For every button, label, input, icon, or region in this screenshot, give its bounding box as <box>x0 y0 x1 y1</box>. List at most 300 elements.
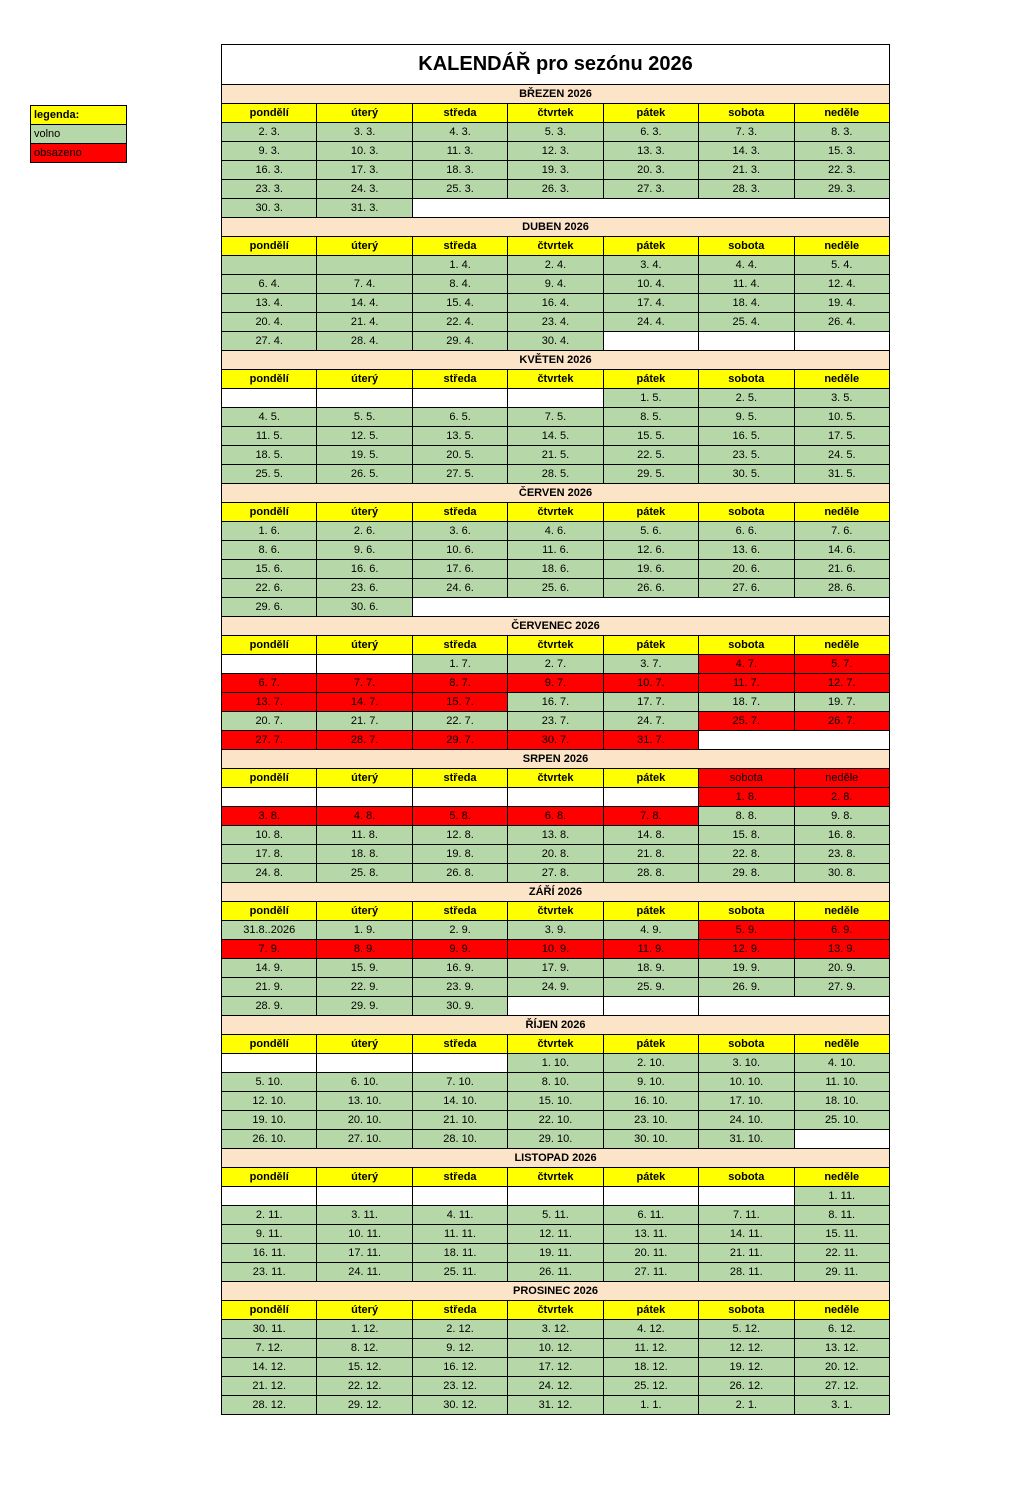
weekday-header: sobota <box>699 370 794 389</box>
day-cell: 16. 11. <box>222 1244 317 1263</box>
month-header: ZÁŘÍ 2026 <box>222 883 890 902</box>
week-row <box>222 731 890 750</box>
empty-cell <box>699 997 890 1016</box>
day-cell: 2. 4. <box>508 256 603 275</box>
weekday-header: středa <box>412 503 507 522</box>
weekday-header: úterý <box>317 104 412 123</box>
weekday-header: úterý <box>317 503 412 522</box>
day-cell: 4. 12. <box>603 1320 698 1339</box>
day-cell: 7. 12. <box>222 1339 317 1358</box>
day-cell: 26. 5. <box>317 465 412 484</box>
day-cell: 17. 8. <box>222 845 317 864</box>
empty-cell <box>699 731 890 750</box>
day-cell: 25. 8. <box>317 864 412 883</box>
day-cell: 27. 12. <box>794 1377 889 1396</box>
day-cell: 21. 4. <box>317 313 412 332</box>
day-cell: 12. 10. <box>222 1092 317 1111</box>
day-cell: 29. 3. <box>794 180 889 199</box>
day-cell: 18. 7. <box>699 693 794 712</box>
day-cell: 6. 8. <box>508 807 603 826</box>
day-cell: 2. 5. <box>699 389 794 408</box>
day-cell: 26. 7. <box>794 712 889 731</box>
day-cell: 31. 10. <box>699 1130 794 1149</box>
day-cell: 20. 10. <box>317 1111 412 1130</box>
day-cell: 9. 9. <box>412 940 507 959</box>
day-cell: 7. 10. <box>412 1073 507 1092</box>
weekday-header: úterý <box>317 902 412 921</box>
day-cell: 5. 7. <box>794 655 889 674</box>
day-cell: 16. 5. <box>699 427 794 446</box>
day-cell: 25. 3. <box>412 180 507 199</box>
day-cell: 8. 6. <box>222 541 317 560</box>
weekday-header: středa <box>412 769 507 788</box>
day-cell: 28. 12. <box>222 1396 317 1415</box>
weekday-header: pátek <box>603 636 698 655</box>
day-cell: 2. 3. <box>222 123 317 142</box>
week-row <box>222 1073 890 1092</box>
day-cell: 19. 11. <box>508 1244 603 1263</box>
day-cell: 7. 7. <box>317 674 412 693</box>
week-row <box>222 598 890 617</box>
day-cell: 21. 7. <box>317 712 412 731</box>
week-row <box>222 275 890 294</box>
day-cell: 27. 11. <box>603 1263 698 1282</box>
weekday-header: pondělí <box>222 237 317 256</box>
day-cell: 7. 5. <box>508 408 603 427</box>
day-cell: 11. 3. <box>412 142 507 161</box>
day-cell: 22. 6. <box>222 579 317 598</box>
day-cell: 1. 4. <box>412 256 507 275</box>
day-cell: 5. 8. <box>412 807 507 826</box>
weekday-header: čtvrtek <box>508 237 603 256</box>
day-cell: 4. 4. <box>699 256 794 275</box>
day-cell: 9. 10. <box>603 1073 698 1092</box>
week-row <box>222 579 890 598</box>
day-cell: 23. 10. <box>603 1111 698 1130</box>
day-cell: 7. 4. <box>317 275 412 294</box>
day-cell: 7. 3. <box>699 123 794 142</box>
month-header: ČERVEN 2026 <box>222 484 890 503</box>
day-cell: 3. 6. <box>412 522 507 541</box>
day-cell: 1. 7. <box>412 655 507 674</box>
empty-cell <box>222 655 317 674</box>
empty-cell <box>412 1054 507 1073</box>
day-cell: 27. 9. <box>794 978 889 997</box>
day-cell: 30. 8. <box>794 864 889 883</box>
day-cell: 12. 11. <box>508 1225 603 1244</box>
weekday-header: sobota <box>699 1301 794 1320</box>
day-cell: 22. 8. <box>699 845 794 864</box>
weekday-header: pátek <box>603 503 698 522</box>
week-row <box>222 940 890 959</box>
day-cell: 23. 7. <box>508 712 603 731</box>
day-cell: 5. 11. <box>508 1206 603 1225</box>
day-cell: 12. 7. <box>794 674 889 693</box>
day-cell: 30. 5. <box>699 465 794 484</box>
weekday-header: neděle <box>794 237 889 256</box>
week-row <box>222 1111 890 1130</box>
day-cell: 18. 4. <box>699 294 794 313</box>
page-title: KALENDÁŘ pro sezónu 2026 <box>222 45 890 85</box>
week-row <box>222 465 890 484</box>
day-cell: 5. 9. <box>699 921 794 940</box>
day-cell: 25. 9. <box>603 978 698 997</box>
empty-cell <box>222 788 317 807</box>
week-row <box>222 1358 890 1377</box>
day-cell: 29. 7. <box>412 731 507 750</box>
day-cell: 5. 3. <box>508 123 603 142</box>
day-cell: 13. 11. <box>603 1225 698 1244</box>
day-cell: 4. 11. <box>412 1206 507 1225</box>
day-cell: 18. 9. <box>603 959 698 978</box>
day-cell: 1. 1. <box>603 1396 698 1415</box>
day-cell: 13. 4. <box>222 294 317 313</box>
day-cell: 20. 9. <box>794 959 889 978</box>
day-cell: 19. 12. <box>699 1358 794 1377</box>
day-cell: 20. 4. <box>222 313 317 332</box>
week-row <box>222 978 890 997</box>
day-cell: 29. 4. <box>412 332 507 351</box>
day-cell: 6. 5. <box>412 408 507 427</box>
day-cell: 11. 5. <box>222 427 317 446</box>
empty-cell <box>794 332 889 351</box>
day-cell: 14. 5. <box>508 427 603 446</box>
week-row <box>222 541 890 560</box>
day-cell: 6. 3. <box>603 123 698 142</box>
day-cell: 29. 5. <box>603 465 698 484</box>
weekday-header: středa <box>412 1035 507 1054</box>
day-cell: 10. 4. <box>603 275 698 294</box>
day-cell: 26. 3. <box>508 180 603 199</box>
week-row <box>222 1320 890 1339</box>
day-cell: 23. 6. <box>317 579 412 598</box>
day-cell: 21. 10. <box>412 1111 507 1130</box>
week-row <box>222 1206 890 1225</box>
day-cell: 20. 3. <box>603 161 698 180</box>
day-cell: 10. 8. <box>222 826 317 845</box>
day-cell: 14. 9. <box>222 959 317 978</box>
day-cell: 30. 11. <box>222 1320 317 1339</box>
day-cell: 26. 6. <box>603 579 698 598</box>
day-cell: 6. 7. <box>222 674 317 693</box>
empty-cell <box>317 389 412 408</box>
day-cell: 12. 12. <box>699 1339 794 1358</box>
weekday-header: neděle <box>794 503 889 522</box>
day-cell: 10. 7. <box>603 674 698 693</box>
day-cell: 15. 4. <box>412 294 507 313</box>
day-cell: 3. 3. <box>317 123 412 142</box>
empty-cell <box>412 598 889 617</box>
day-cell: 20. 8. <box>508 845 603 864</box>
day-cell: 8. 4. <box>412 275 507 294</box>
day-cell: 25. 5. <box>222 465 317 484</box>
weekday-header: pondělí <box>222 902 317 921</box>
day-cell: 23. 8. <box>794 845 889 864</box>
day-cell: 29. 6. <box>222 598 317 617</box>
day-cell: 21. 8. <box>603 845 698 864</box>
weekday-header: středa <box>412 370 507 389</box>
day-cell: 8. 12. <box>317 1339 412 1358</box>
day-cell: 21. 6. <box>794 560 889 579</box>
weekday-header: úterý <box>317 769 412 788</box>
week-row <box>222 389 890 408</box>
week-row <box>222 788 890 807</box>
day-cell: 29. 10. <box>508 1130 603 1149</box>
day-cell: 6. 10. <box>317 1073 412 1092</box>
day-cell: 9. 3. <box>222 142 317 161</box>
legend-item-volno: volno <box>31 125 127 144</box>
week-row <box>222 1187 890 1206</box>
weekday-header: pátek <box>603 769 698 788</box>
weekday-header: čtvrtek <box>508 1301 603 1320</box>
month-header: SRPEN 2026 <box>222 750 890 769</box>
day-cell: 22. 10. <box>508 1111 603 1130</box>
day-cell: 1. 5. <box>603 389 698 408</box>
day-cell: 22. 9. <box>317 978 412 997</box>
week-row <box>222 560 890 579</box>
week-row <box>222 313 890 332</box>
week-row <box>222 180 890 199</box>
day-cell: 11. 10. <box>794 1073 889 1092</box>
weekday-header: středa <box>412 1168 507 1187</box>
day-cell: 1. 6. <box>222 522 317 541</box>
day-cell: 14. 8. <box>603 826 698 845</box>
day-cell: 14. 11. <box>699 1225 794 1244</box>
weekday-header: čtvrtek <box>508 104 603 123</box>
day-cell: 2. 8. <box>794 788 889 807</box>
day-cell: 31.8..2026 <box>222 921 317 940</box>
day-cell: 24. 11. <box>317 1263 412 1282</box>
day-cell: 2. 12. <box>412 1320 507 1339</box>
legend <box>30 105 127 163</box>
day-cell: 26. 12. <box>699 1377 794 1396</box>
day-cell: 23. 12. <box>412 1377 507 1396</box>
day-cell: 3. 5. <box>794 389 889 408</box>
day-cell: 11. 9. <box>603 940 698 959</box>
day-cell: 1. 9. <box>317 921 412 940</box>
week-row <box>222 693 890 712</box>
day-cell: 24. 5. <box>794 446 889 465</box>
day-cell: 4. 9. <box>603 921 698 940</box>
day-cell: 4. 8. <box>317 807 412 826</box>
day-cell: 22. 11. <box>794 1244 889 1263</box>
day-cell: 8. 11. <box>794 1206 889 1225</box>
day-cell: 31. 7. <box>603 731 698 750</box>
day-cell: 24. 3. <box>317 180 412 199</box>
weekday-header: pondělí <box>222 1035 317 1054</box>
day-cell: 12. 6. <box>603 541 698 560</box>
empty-cell <box>222 1187 317 1206</box>
day-cell: 21. 5. <box>508 446 603 465</box>
weekday-header: pondělí <box>222 1301 317 1320</box>
day-cell: 24. 12. <box>508 1377 603 1396</box>
day-cell: 1. 11. <box>794 1187 889 1206</box>
empty-cell <box>794 1130 889 1149</box>
week-row <box>222 1092 890 1111</box>
month-header: BŘEZEN 2026 <box>222 85 890 104</box>
day-cell: 27. 10. <box>317 1130 412 1149</box>
week-row <box>222 1054 890 1073</box>
day-cell: 14. 10. <box>412 1092 507 1111</box>
day-cell: 9. 6. <box>317 541 412 560</box>
day-cell: 13. 7. <box>222 693 317 712</box>
day-cell: 26. 10. <box>222 1130 317 1149</box>
day-cell: 7. 8. <box>603 807 698 826</box>
week-row <box>222 1263 890 1282</box>
day-cell: 2. 6. <box>317 522 412 541</box>
day-cell: 18. 8. <box>317 845 412 864</box>
day-cell: 27. 5. <box>412 465 507 484</box>
day-cell: 16. 8. <box>794 826 889 845</box>
day-cell: 22. 5. <box>603 446 698 465</box>
empty-cell <box>412 199 889 218</box>
day-cell: 10. 6. <box>412 541 507 560</box>
day-cell: 1. 10. <box>508 1054 603 1073</box>
day-cell: 28. 4. <box>317 332 412 351</box>
weekday-header: středa <box>412 104 507 123</box>
day-cell: 25. 7. <box>699 712 794 731</box>
day-cell: 11. 12. <box>603 1339 698 1358</box>
day-cell: 10. 11. <box>317 1225 412 1244</box>
week-row <box>222 142 890 161</box>
day-cell <box>317 256 412 275</box>
week-row <box>222 199 890 218</box>
weekday-header: neděle <box>794 902 889 921</box>
day-cell: 8. 8. <box>699 807 794 826</box>
day-cell: 30. 4. <box>508 332 603 351</box>
day-cell: 25. 6. <box>508 579 603 598</box>
day-cell: 6. 12. <box>794 1320 889 1339</box>
day-cell: 25. 10. <box>794 1111 889 1130</box>
day-cell: 3. 7. <box>603 655 698 674</box>
day-cell: 25. 12. <box>603 1377 698 1396</box>
weekday-header: neděle <box>794 1035 889 1054</box>
day-cell: 14. 6. <box>794 541 889 560</box>
day-cell: 16. 9. <box>412 959 507 978</box>
day-cell: 17. 4. <box>603 294 698 313</box>
day-cell: 21. 12. <box>222 1377 317 1396</box>
weekday-header: neděle <box>794 1301 889 1320</box>
day-cell: 11. 11. <box>412 1225 507 1244</box>
week-row <box>222 1396 890 1415</box>
week-row <box>222 408 890 427</box>
day-cell: 2. 9. <box>412 921 507 940</box>
empty-cell <box>412 389 507 408</box>
week-row <box>222 446 890 465</box>
empty-cell <box>412 788 507 807</box>
day-cell: 12. 4. <box>794 275 889 294</box>
day-cell: 14. 4. <box>317 294 412 313</box>
weekday-header: úterý <box>317 1035 412 1054</box>
day-cell: 16. 3. <box>222 161 317 180</box>
week-row <box>222 826 890 845</box>
day-cell: 11. 8. <box>317 826 412 845</box>
day-cell: 2. 10. <box>603 1054 698 1073</box>
day-cell: 6. 6. <box>699 522 794 541</box>
day-cell: 3. 1. <box>794 1396 889 1415</box>
empty-cell <box>699 332 794 351</box>
day-cell: 22. 3. <box>794 161 889 180</box>
day-cell: 28. 10. <box>412 1130 507 1149</box>
day-cell: 21. 11. <box>699 1244 794 1263</box>
day-cell: 8. 5. <box>603 408 698 427</box>
day-cell: 22. 12. <box>317 1377 412 1396</box>
weekday-header: pátek <box>603 1035 698 1054</box>
week-row <box>222 807 890 826</box>
weekday-header: pondělí <box>222 503 317 522</box>
empty-cell <box>412 1187 507 1206</box>
weekday-header: sobota <box>699 237 794 256</box>
day-cell: 19. 4. <box>794 294 889 313</box>
day-cell: 30. 9. <box>412 997 507 1016</box>
day-cell: 4. 7. <box>699 655 794 674</box>
day-cell: 12. 8. <box>412 826 507 845</box>
week-row <box>222 1225 890 1244</box>
week-row <box>222 427 890 446</box>
day-cell: 13. 9. <box>794 940 889 959</box>
day-cell: 6. 9. <box>794 921 889 940</box>
day-cell: 23. 5. <box>699 446 794 465</box>
day-cell: 21. 9. <box>222 978 317 997</box>
day-cell: 9. 7. <box>508 674 603 693</box>
week-row <box>222 1377 890 1396</box>
day-cell: 18. 3. <box>412 161 507 180</box>
week-row <box>222 655 890 674</box>
day-cell: 1. 12. <box>317 1320 412 1339</box>
month-header: PROSINEC 2026 <box>222 1282 890 1301</box>
weekday-header: čtvrtek <box>508 503 603 522</box>
weekday-header: čtvrtek <box>508 636 603 655</box>
day-cell: 26. 8. <box>412 864 507 883</box>
weekday-header: čtvrtek <box>508 769 603 788</box>
day-cell: 29. 12. <box>317 1396 412 1415</box>
weekday-header: neděle <box>794 1168 889 1187</box>
day-cell: 14. 12. <box>222 1358 317 1377</box>
day-cell: 7. 11. <box>699 1206 794 1225</box>
day-cell: 19. 7. <box>794 693 889 712</box>
day-cell: 28. 11. <box>699 1263 794 1282</box>
weekday-header: sobota <box>699 636 794 655</box>
weekday-header: sobota <box>699 769 794 788</box>
weekday-header: pondělí <box>222 636 317 655</box>
day-cell: 13. 10. <box>317 1092 412 1111</box>
day-cell: 24. 10. <box>699 1111 794 1130</box>
empty-cell <box>603 332 698 351</box>
day-cell: 15. 8. <box>699 826 794 845</box>
day-cell: 16. 12. <box>412 1358 507 1377</box>
day-cell: 18. 12. <box>603 1358 698 1377</box>
day-cell: 3. 10. <box>699 1054 794 1073</box>
day-cell: 30. 7. <box>508 731 603 750</box>
day-cell: 28. 9. <box>222 997 317 1016</box>
day-cell: 18. 11. <box>412 1244 507 1263</box>
week-row <box>222 256 890 275</box>
day-cell: 15. 11. <box>794 1225 889 1244</box>
empty-cell <box>508 788 603 807</box>
weekday-header: pondělí <box>222 104 317 123</box>
day-cell: 13. 8. <box>508 826 603 845</box>
day-cell: 17. 9. <box>508 959 603 978</box>
day-cell: 19. 9. <box>699 959 794 978</box>
weekday-header: pátek <box>603 1301 698 1320</box>
week-row <box>222 1244 890 1263</box>
day-cell: 8. 10. <box>508 1073 603 1092</box>
day-cell: 23. 3. <box>222 180 317 199</box>
day-cell: 3. 9. <box>508 921 603 940</box>
day-cell: 26. 9. <box>699 978 794 997</box>
day-cell: 5. 12. <box>699 1320 794 1339</box>
weekday-header: pátek <box>603 1168 698 1187</box>
